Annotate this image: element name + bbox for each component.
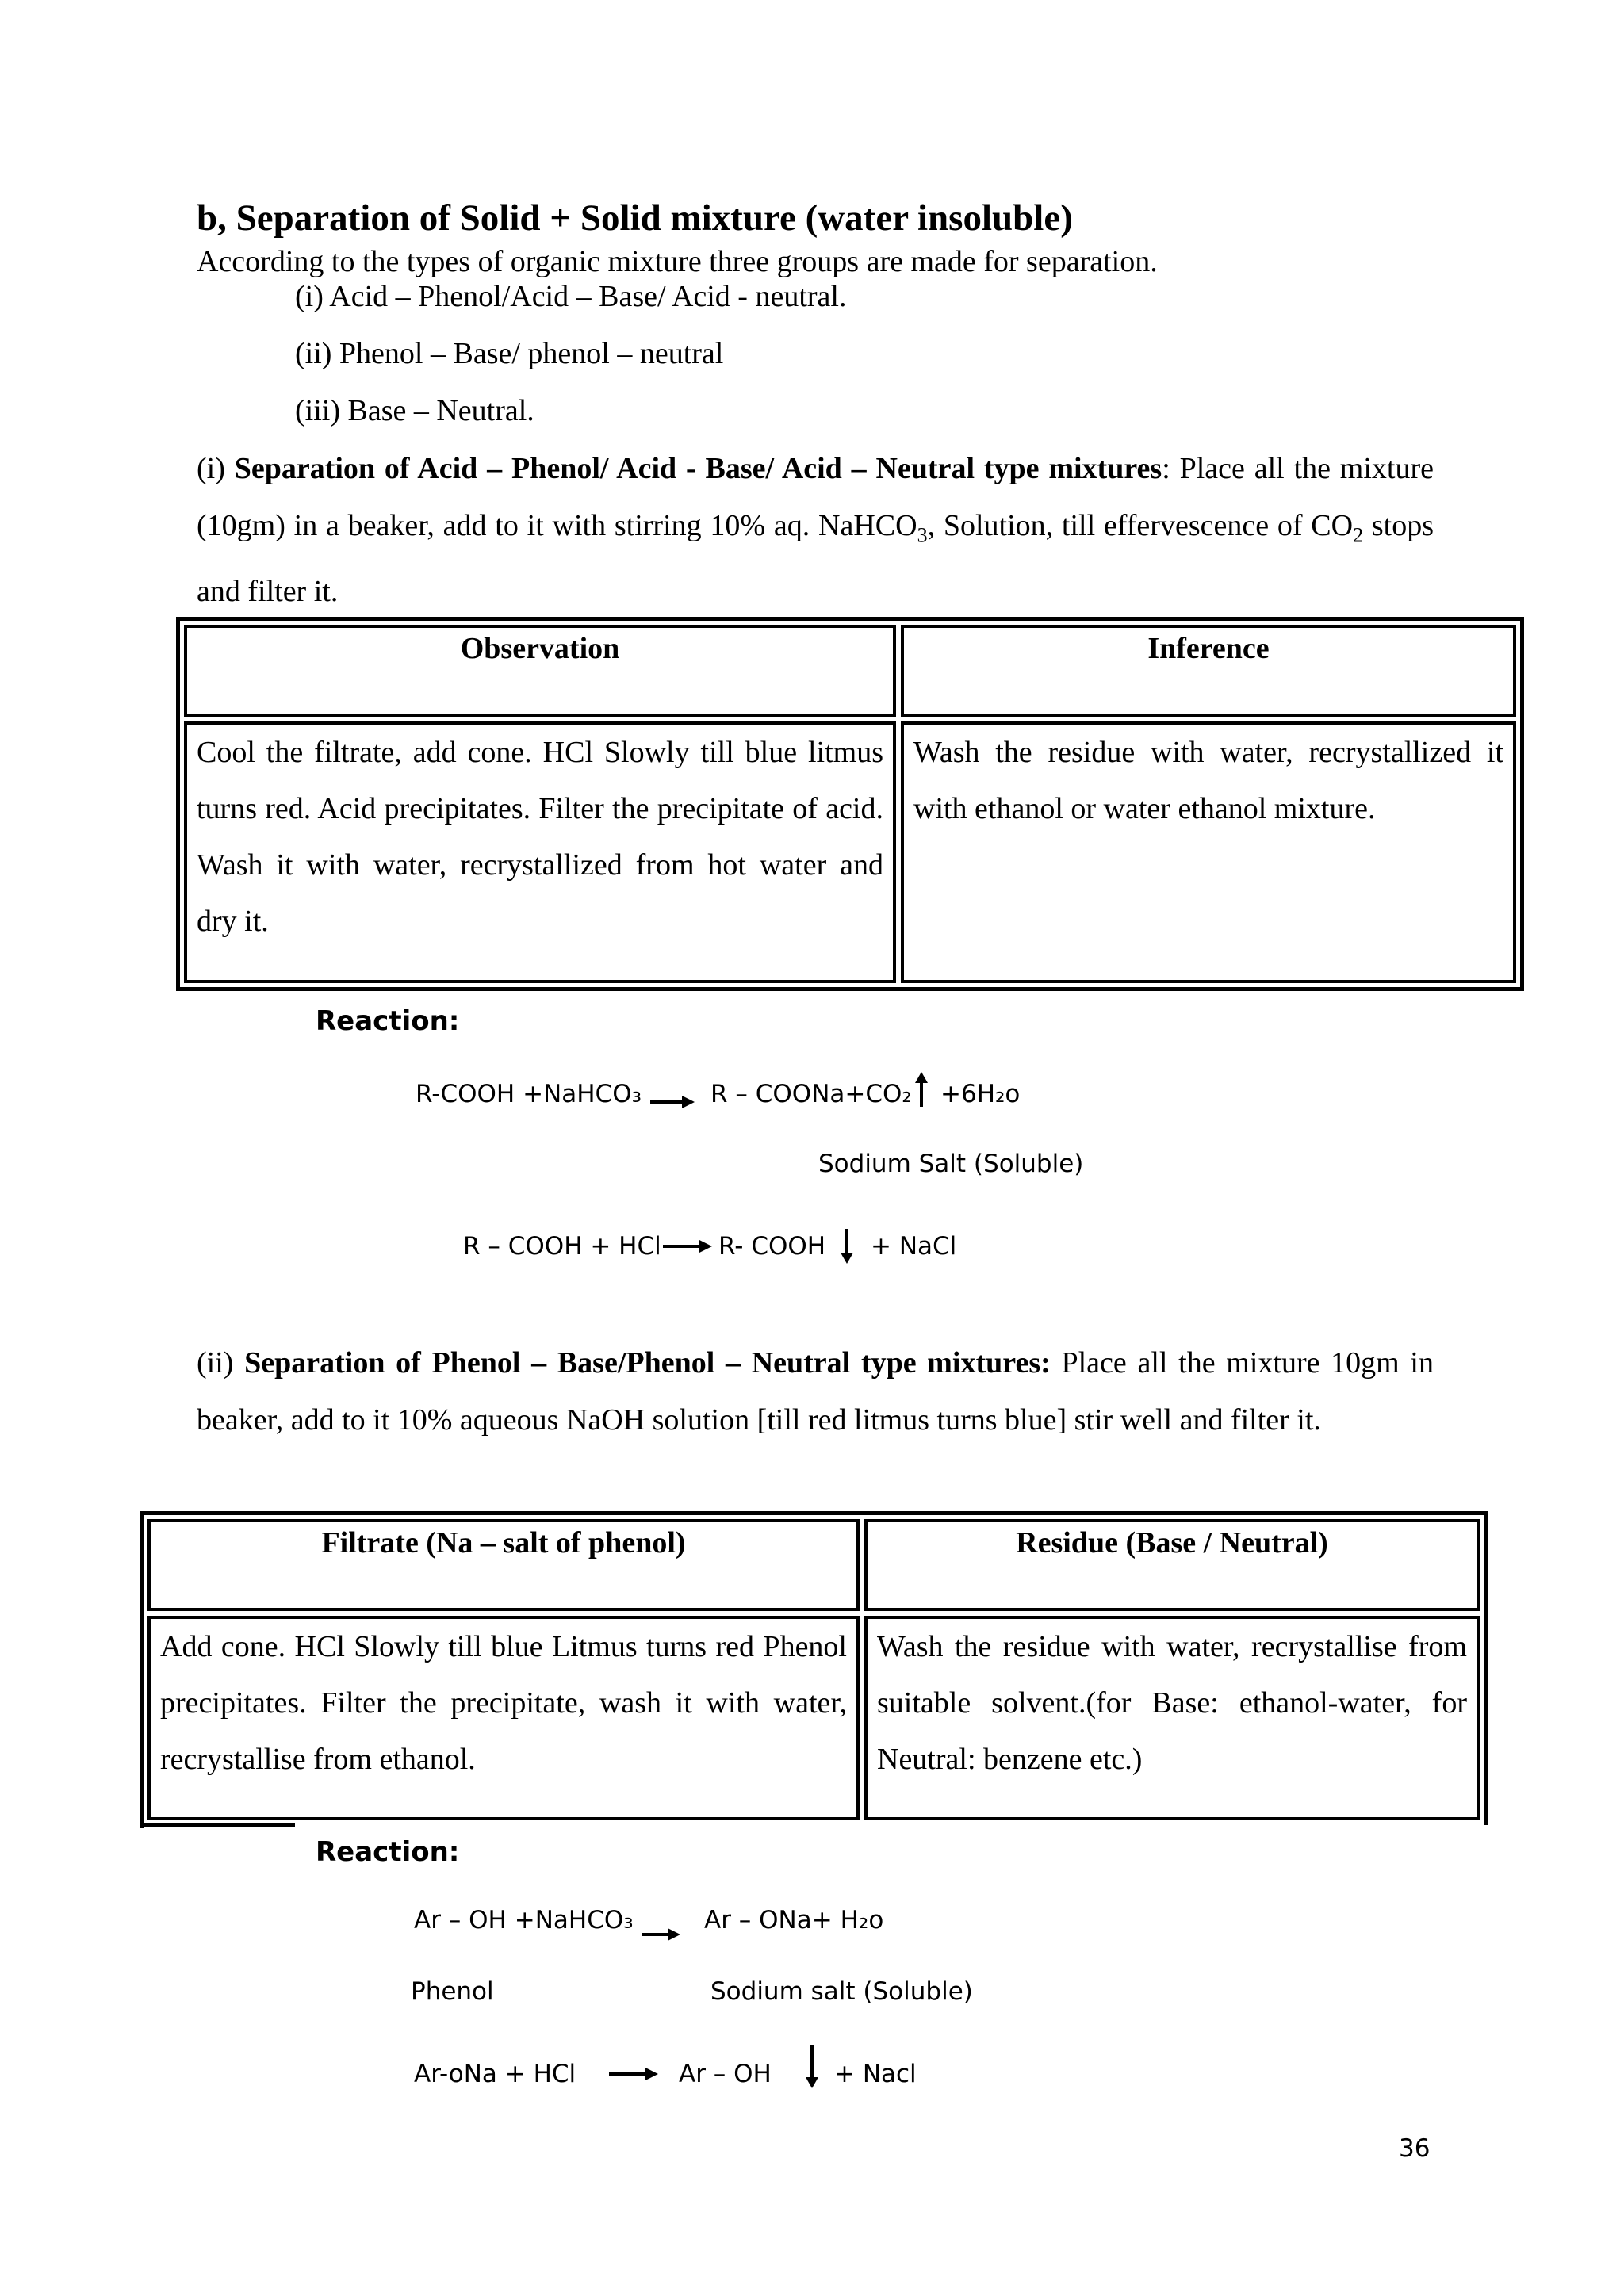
page-number: 36 (1399, 2134, 1431, 2163)
residue-body: Wash the residue with water, recrystallise from suitable solvent.(for Base: ethanol-water, for Neutral: benzene etc.) (864, 1616, 1480, 1820)
table-underline (140, 1823, 295, 1827)
down-arrow-icon (804, 2045, 820, 2088)
section1-title: Separation of Acid – Phenol/ Acid - Base/ Acid – Neutral type mixtures (234, 452, 1162, 485)
residue-header: Residue (Base / Neutral) (864, 1519, 1480, 1611)
intro-text: According to the types of organic mixture three groups are made for separation. (197, 245, 1158, 278)
table-right-border (1484, 1511, 1488, 1825)
eq1-left: R-COOH +NaHCO₃ (416, 1080, 642, 1108)
filtrate-body: Add cone. HCl Slowly till blue Litmus turns red Phenol precipitates. Filter the precipitate, wash it with water, recrystallise from ethanol. (147, 1616, 860, 1820)
eq3-note-left: Phenol (411, 1977, 494, 2006)
right-arrow-icon (642, 1925, 680, 1944)
reaction-label-2: Reaction: (316, 1836, 460, 1868)
eq3-note-right: Sodium salt (Soluble) (710, 1977, 973, 2006)
eq1-tail: +6H₂o (940, 1080, 1021, 1108)
inference-header: Inference (901, 625, 1516, 717)
section-heading: b, Separation of Solid + Solid mixture (water insoluble) (197, 197, 1073, 239)
right-arrow-icon (650, 1093, 695, 1112)
group-item-2: (ii) Phenol – Base/ phenol – neutral (295, 337, 724, 370)
down-arrow-icon (839, 1229, 855, 1264)
eq4-right: Ar – OH (679, 2060, 772, 2088)
up-arrow-icon (914, 1072, 929, 1107)
section2-title: Separation of Phenol – Base/Phenol – Neutral type mixtures: (244, 1346, 1051, 1380)
observation-header: Observation (184, 625, 896, 717)
section2-paragraph: (ii) Separation of Phenol – Base/Phenol – Neutral type mixtures: Place all the mixture 10gm in beaker, add to it 10% aqueous NaOH solution [till red litmus turns blue] stir well and filter it. (197, 1346, 1434, 1437)
filtrate-header: Filtrate (Na – salt of phenol) (147, 1519, 860, 1611)
group-item-3: (iii) Base – Neutral. (295, 394, 534, 427)
right-arrow-icon (663, 1237, 712, 1256)
eq2-right: R- COOH (718, 1232, 826, 1261)
eq1-note: Sodium Salt (Soluble) (818, 1150, 1084, 1178)
eq4-left: Ar-oNa + HCl (414, 2060, 576, 2088)
eq1-right: R – COONa+CO₂ (710, 1080, 912, 1108)
observation-body: Cool the filtrate, add cone. HCl Slowly till blue litmus turns red. Acid precipitates. Filter the precipitate of acid. Wash it with water, recrystallized from hot water and dry it. (184, 721, 896, 983)
reaction-label-1: Reaction: (316, 1005, 460, 1037)
section1-paragraph: (i) Separation of Acid – Phenol/ Acid - Base/ Acid – Neutral type mixtures: Place all the mixture (10gm) in a beaker, add to it with stirring 10% aq. NaHCO$_3$, Solution, till effervescence of $CO_2$ stops and filter it. (197, 452, 1434, 608)
eq2-tail: + NaCl (871, 1232, 957, 1261)
eq3-right: Ar – ONa+ H₂o (704, 1906, 884, 1934)
eq4-tail: + Nacl (834, 2060, 917, 2088)
eq3-left: Ar – OH +NaHCO₃ (414, 1906, 634, 1934)
eq2-left: R – COOH + HCl (463, 1232, 661, 1261)
right-arrow-icon (609, 2064, 658, 2084)
inference-body: Wash the residue with water, recrystallized it with ethanol or water ethanol mixture. (901, 721, 1516, 983)
group-item-1: (i) Acid – Phenol/Acid – Base/ Acid - neutral. (295, 280, 847, 313)
